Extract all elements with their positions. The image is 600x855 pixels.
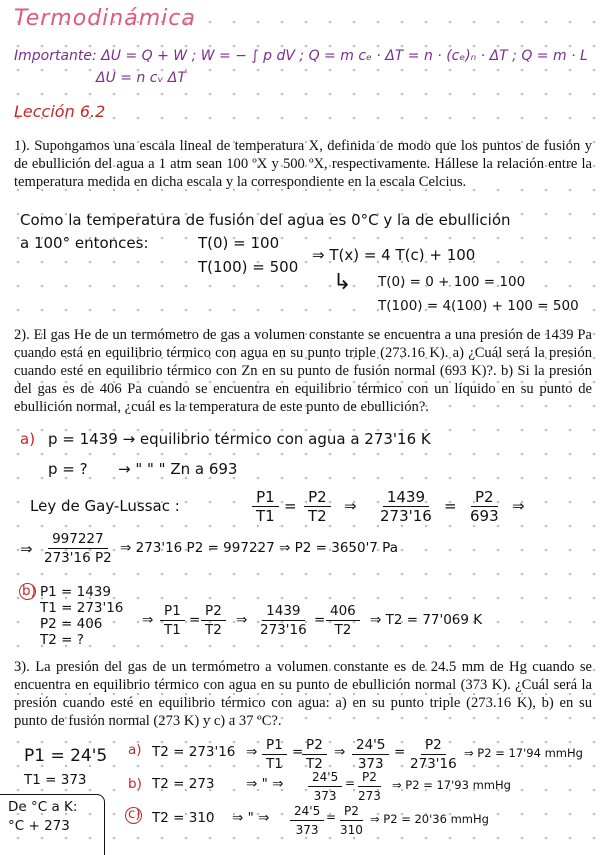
fraction-p2-693 [466, 488, 503, 525]
numerator: 997227 [48, 530, 108, 549]
fraction-1439-27316 [256, 602, 311, 639]
implies-arrow: ⇒ [20, 540, 33, 558]
sol1-check1: T(0) = 0 + 100 = 100 [378, 274, 526, 290]
numerator: P2 [358, 768, 381, 787]
sol2-a-line2: → " " " Zn a 693 [118, 460, 238, 478]
sol3-c-result: ⇒ P2 = 20'36 mmHg [370, 812, 489, 826]
equals-sign: = [284, 497, 297, 515]
equals-sign: = [292, 744, 304, 760]
formula-text: ΔU = Q + W ; W = − ∫ p dV ; Q = m cₑ · ΔT = n · (cₑ)ₙ · ΔT ; Q = m · L [101, 48, 588, 64]
sol2-b-t1: T1 = 273'16 [40, 600, 124, 616]
sol3-b-t2: T2 = 273 [152, 776, 215, 792]
numerator: P1 [262, 736, 287, 755]
sol2-b-label: b) [22, 583, 36, 599]
denominator: 273'16 [410, 756, 457, 772]
denominator: 310 [340, 823, 363, 837]
fraction-p1-t1 [262, 736, 287, 773]
implies-arrow: ⇒ [344, 497, 357, 515]
equals-sign: = [326, 810, 337, 824]
sol2-a-result: ⇒ 273'16 P2 = 997227 ⇒ P2 = 3650'7 Pa [120, 540, 398, 556]
implies-arrow: ⇒ [512, 497, 525, 515]
fraction-245-373 [308, 768, 342, 805]
important-formulas-line1 [14, 48, 588, 64]
fraction-p1-t1 [252, 488, 279, 525]
important-label: Importante: [14, 48, 97, 64]
equals-sign: = [394, 744, 406, 760]
sol2-a-label: a) [20, 430, 36, 448]
denominator: 373 [295, 823, 319, 837]
numerator: P2 [421, 736, 446, 755]
denominator: T2 [205, 622, 222, 638]
numerator: P2 [201, 602, 226, 621]
page-title: Termodinámica [14, 6, 196, 31]
sol2-a-line1: p = 1439 → equilibrio térmico con agua a 273'16 K [48, 430, 431, 448]
sol3-b-quote: ⇒ " ⇒ [246, 776, 284, 792]
sol2-b-result: ⇒ T2 = 77'069 K [370, 612, 483, 628]
problem-2-text: 2). El gas He de un termómetro de gas a volumen constante se encuentra a una presión de 1439 Pa cuando está en equilibrio térmico con agua en su punto triple (273.16 K). a) ¿Cuál será la presión cuando esté en equilibrio térmico con Zn en su punto de fusión normal (693 K)?. b) Si la presión del gas es de 406 Pa cuando se encuentra en equilibrio térmico con un líquido en su punto de ebullición normal, ¿cuál es la temperatura de este punto de ebullición?. [14, 327, 592, 415]
sol2-b-p2: P2 = 406 [40, 616, 103, 632]
sol1-t100: T(100) = 500 [198, 258, 299, 276]
sol3-c-t2: T2 = 310 [152, 810, 215, 826]
equals-sign: = [345, 776, 356, 790]
equals-sign: = [444, 497, 457, 515]
sol2-b-p1: P1 = 1439 [40, 584, 111, 600]
sol1-line2: a 100° entonces: [20, 234, 149, 252]
equals-sign: = [314, 612, 326, 628]
numerator: P2 [304, 488, 331, 507]
sol1-check2: T(100) = 4(100) + 100 = 500 [378, 298, 579, 314]
gay-lussac-label: Ley de Gay-Lussac : [30, 497, 180, 515]
sol3-conv2: °C + 273 [8, 818, 70, 834]
numerator: 406 [326, 602, 360, 621]
curved-arrow-icon: ↳ [333, 270, 352, 295]
denominator: 273'16 [380, 507, 432, 525]
fraction-406-t2 [326, 602, 360, 639]
sol3-a-label: a) [128, 742, 142, 758]
denominator: 273'16 [260, 622, 307, 638]
sol3-c-label: c) [128, 806, 141, 822]
sol3-a-result: ⇒ P2 = 17'94 mmHg [464, 746, 583, 760]
sol3-b-result: ⇒ P2 = 17'93 mmHg [392, 778, 511, 792]
numerator: 24'5 [308, 768, 342, 787]
denominator: 273 [358, 789, 381, 803]
denominator: 273'16 P2 [44, 550, 112, 566]
denominator: 373 [313, 789, 337, 803]
problem-1-text: 1). Supongamos una escala lineal de temperatura X, definida de modo que los puntos de fusión y de ebullición del agua a 1 atm sean 100 ºX y 500 ºX, respectivamente. Hállese la relación entre la temperatura medida en dicha escala y la correspondiente en la escala Celcius. [14, 138, 592, 190]
numerator: 1439 [262, 602, 304, 621]
fraction-p2-310 [336, 802, 367, 839]
sol1-line1: Como la temperatura de fusión del agua es 0°C y la de ebullición [20, 211, 511, 229]
sol3-p1: P1 = 24'5 [24, 746, 108, 766]
sol3-b-label: b) [128, 776, 142, 792]
numerator: 1439 [383, 488, 429, 507]
denominator: 693 [470, 507, 499, 525]
numerator: P1 [252, 488, 279, 507]
implies-arrow: ⇒ [334, 744, 346, 760]
fraction-1439-27316 [376, 488, 436, 525]
denominator: T2 [308, 507, 327, 525]
numerator: P2 [340, 802, 363, 821]
fraction-p2-27316 [406, 736, 461, 773]
denominator: T2 [334, 622, 352, 638]
denominator: T1 [164, 622, 181, 638]
sol2-b-t2: T2 = ? [40, 632, 84, 648]
fraction-p2-t2 [304, 488, 331, 525]
sol3-c-quote: ⇒ " ⇒ [232, 810, 270, 826]
sol2-a-p-unknown: p = ? [48, 460, 88, 478]
fraction-245-373 [290, 802, 324, 839]
problem-3-text: 3). La presión del gas de un termómetro a volumen constante es de 24.5 mm de Hg cuando se encuentra en equilibrio térmico con agua en su punto de ebullición normal (373 K). ¿Cuál será la presión cuando esté en equilibrio térmico con agua: a) en su punto triple (273.16 K), b) en su punto de fusión normal (273 K) y c) a 37 ºC?. [14, 659, 592, 729]
sol1-t0: T(0) = 100 [198, 234, 280, 252]
numerator: P1 [160, 602, 185, 621]
fraction-p2-273 [354, 768, 385, 805]
equals-sign: = [189, 612, 201, 628]
sol3-conv1: De °C a K: [8, 799, 78, 815]
fraction-997227 [40, 530, 116, 567]
denominator: T2 [306, 756, 323, 772]
numerator: 24'5 [290, 802, 324, 821]
sol3-t1: T1 = 373 [24, 772, 87, 788]
important-formulas-line2: ΔU = n cᵥ ΔT [96, 70, 186, 86]
fraction-p1-t1 [160, 602, 185, 639]
sol3-a-t2: T2 = 273'16 [152, 744, 236, 760]
lesson-heading: Lección 6.2 [14, 102, 106, 121]
denominator: T1 [256, 507, 275, 525]
implies-arrow: ⇒ [236, 612, 248, 628]
sol1-result: ⇒ T(x) = 4 T(c) + 100 [312, 246, 476, 264]
numerator: P2 [471, 488, 498, 507]
implies-arrow: ⇒ [246, 744, 258, 760]
denominator: 373 [357, 756, 384, 772]
denominator: T1 [266, 756, 283, 772]
implies-arrow: ⇒ [142, 612, 154, 628]
fraction-p2-t2 [201, 602, 226, 639]
numerator: P2 [302, 736, 327, 755]
numerator: 24'5 [352, 736, 389, 755]
